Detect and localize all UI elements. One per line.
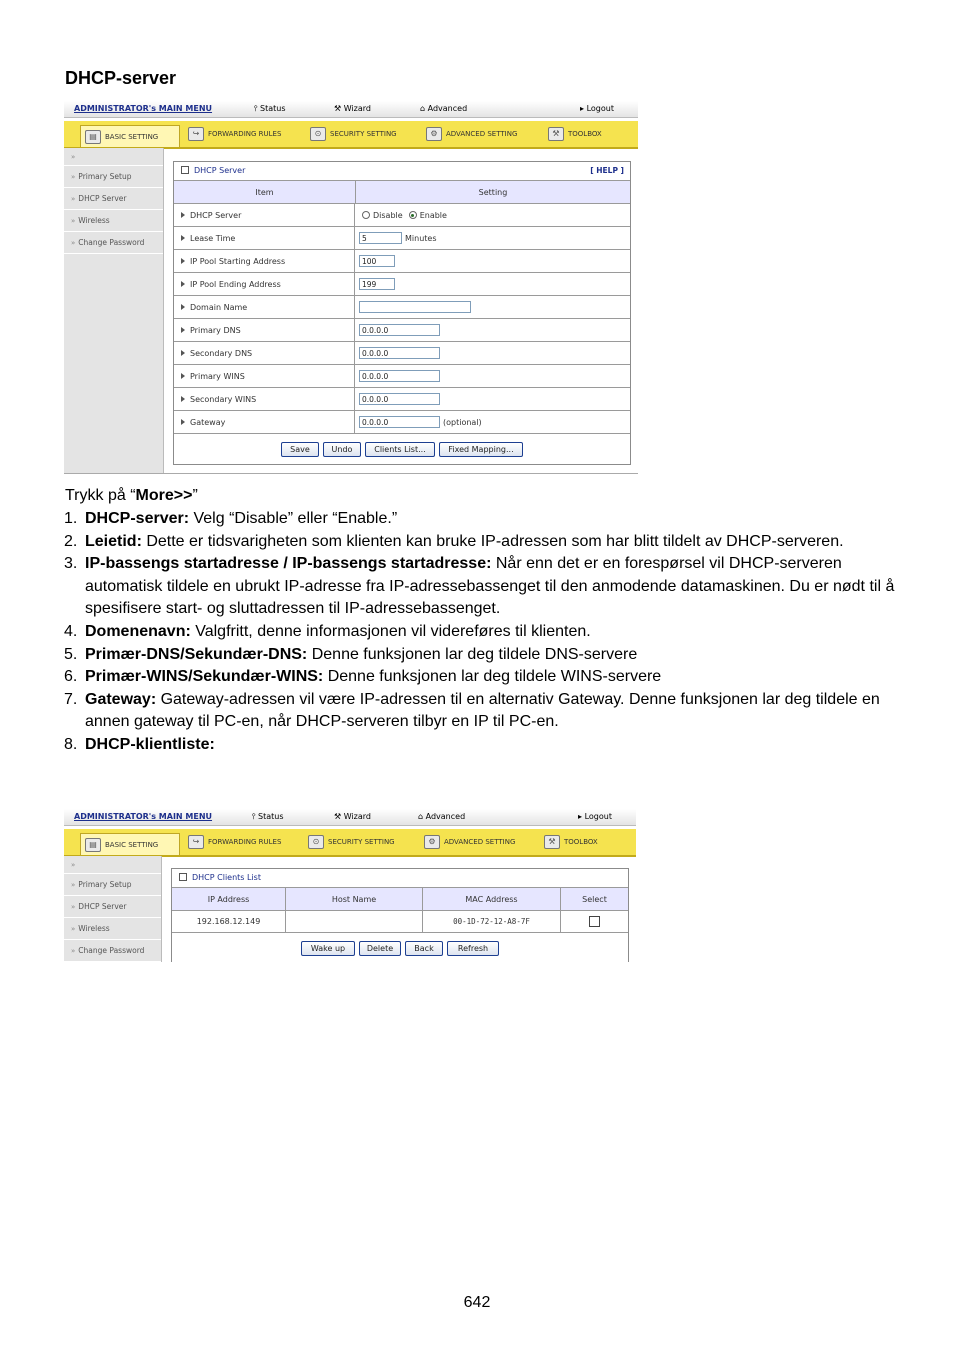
wizard-link[interactable]: ⚒ Wizard [334,104,372,113]
status-link[interactable]: ⫯ Status [252,812,284,821]
admin-menu-link[interactable]: ADMINISTRATOR's MAIN MENU [74,104,213,113]
clients-list-button[interactable]: Clients List... [365,442,435,457]
row-domain-name [174,296,630,319]
row-pool-end [174,273,630,296]
advanced-link[interactable]: ⌂ Advanced [418,812,466,821]
intro-line: Trykk på “More>>” [65,487,198,504]
screenshot-bottom-border [64,473,638,474]
section-heading: DHCP-server [65,68,177,88]
tab-advanced-setting[interactable]: ⚙ ADVANCED SETTING [422,124,540,144]
list-item: 8. DHCP-klientliste: [64,735,215,753]
list-item: 6. Primær-WINS/Sekundær-WINS: Denne funksjonen lar deg tildele WINS-servere [64,668,662,686]
radio-enable[interactable] [409,211,417,219]
folder-icon: ▤ [85,130,101,144]
secondary-dns-input[interactable]: 0.0.0.0 [359,347,440,359]
cell-mac: 00-1D-72-12-A8-7F [423,911,561,932]
primary-dns-input[interactable]: 0.0.0.0 [359,324,440,336]
gear-icon: ⚙ [424,835,440,849]
tab-forwarding-rules[interactable]: ↪ FORWARDING RULES [184,832,300,852]
row-label: IP Pool Starting Address [174,250,355,272]
status-icon: ⫯ [254,104,261,113]
pool-start-input[interactable]: 100 [359,255,395,267]
wake-up-button[interactable]: Wake up [301,941,355,956]
button-row [172,933,628,962]
status-icon: ⫯ [252,812,259,821]
row-pool-start [174,250,630,273]
wizard-link[interactable]: ⚒ Wizard [334,812,372,821]
row-primary-wins [174,365,630,388]
tab-basic-setting[interactable]: ▤ BASIC SETTING [80,833,180,855]
list-item: 5. Primær-DNS/Sekundær-DNS: Denne funksjonen lar deg tildele DNS-servere [64,645,638,663]
list-item: 2. Leietid: Dette er tidsvarigheten som klienten kan bruke IP-adressen som har blitt tildelt av DHCP-serveren. [64,532,844,550]
lease-time-unit: Minutes [405,233,437,243]
sidebar-item-wireless[interactable]: » Wireless [64,918,161,940]
cell-ip: 192.168.12.149 [172,911,286,932]
select-checkbox[interactable] [589,916,600,927]
delete-button[interactable]: Delete [359,941,401,956]
table-header [172,888,628,911]
router-tabs [64,121,638,149]
list-item: 1. DHCP-server: Velg “Disable” eller “Enable.” [64,510,398,527]
col-ip-address: IP Address [172,888,286,910]
col-item: Item [174,181,356,203]
col-setting: Setting [478,187,508,197]
panel-title: DHCP Server [181,166,245,175]
arrow-right-icon: ▸ [580,104,587,113]
arrow-right-icon: ▸ [578,812,585,821]
wizard-icon: ⚒ [334,104,344,113]
dhcp-server-panel [173,161,631,465]
cell-host [286,911,423,932]
row-primary-dns [174,319,630,342]
cell-select [561,911,628,932]
radio-disable-label: Disable [373,210,403,220]
primary-wins-input[interactable]: 0.0.0.0 [359,370,440,382]
sidebar-item-dhcp-server[interactable]: » DHCP Server [64,188,163,210]
steps-list [64,508,904,757]
row-secondary-wins [174,388,630,411]
row-label: Primary WINS [174,365,355,387]
list-item: 3. IP-bassengs startadresse / IP-bassengs startadresse: Når enn det er en forespørsel vil DHCP-serveren automatisk tildele en ubrukt IP-adresse fra IP-adressebassenget til den anmodende datamaskinen. Du er nødt til å spesifisere start- og sluttadressen til IP-adressebassenget. [64,555,895,618]
tab-basic-setting[interactable]: ▤ BASIC SETTING [80,125,180,147]
save-button[interactable]: Save [281,442,319,457]
button-row [174,434,630,464]
radio-disable[interactable] [362,211,370,219]
secondary-wins-input[interactable]: 0.0.0.0 [359,393,440,405]
radio-enable-label: Enable [419,210,447,220]
sidebar-item-dhcp-server[interactable]: » DHCP Server [64,896,161,918]
advanced-icon: ⌂ [420,104,428,113]
dhcp-clients-panel [171,868,629,962]
row-label: Domain Name [174,296,355,318]
row-secondary-dns [174,342,630,365]
tab-advanced-setting[interactable]: ⚙ ADVANCED SETTING [420,832,536,852]
pool-end-input[interactable]: 199 [359,278,395,290]
sidebar-item-wireless[interactable]: » Wireless [64,210,163,232]
router-screenshot-clients [64,809,636,962]
undo-button[interactable]: Undo [323,442,361,457]
row-label: Secondary WINS [174,388,355,410]
router-screenshot-dhcp [64,101,638,474]
toolbox-icon: ⚒ [544,835,560,849]
logout-link[interactable]: ▸ Logout [578,812,612,821]
row-label: DHCP Server [174,204,355,226]
row-label: Lease Time [174,227,355,249]
row-dhcp-server [174,204,630,227]
panel-title-bar [174,162,630,181]
status-link[interactable]: ⫯ Status [254,104,286,113]
row-label: Secondary DNS [174,342,355,364]
router-sidebar [64,148,164,474]
list-item: 7. Gateway: Gateway-adressen vil være IP-adressen til en alternativ Gateway. Denne funksjonen lar deg tildele en annen gateway til PC-en, når DHCP-serveren tilbyr en IP til PC-en. [64,690,880,731]
col-mac-address: MAC Address [423,888,561,910]
tab-security-setting[interactable]: ⊙ SECURITY SETTING [306,124,418,144]
lock-icon: ⊙ [310,127,326,141]
gateway-input[interactable]: 0.0.0.0 [359,416,440,428]
forward-icon: ↪ [188,127,204,141]
table-header [174,181,630,204]
gateway-note: (optional) [443,417,482,427]
page-number: 642 [463,1294,491,1311]
admin-menu-link[interactable]: ADMINISTRATOR's MAIN MENU [74,812,213,821]
sidebar-item-primary-setup[interactable]: » Primary Setup [64,874,161,896]
router-tabs [64,829,636,857]
list-item: 4. Domenenavn: Valgfritt, denne informasjonen vil videreføres til klienten. [64,622,591,640]
help-link[interactable]: [ HELP ] [590,166,624,175]
row-label: IP Pool Ending Address [174,273,355,295]
tab-toolbox[interactable]: ⚒ TOOLBOX [540,832,612,852]
router-topbar [64,809,636,826]
router-sidebar [64,856,162,962]
gear-icon: ⚙ [426,127,442,141]
table-row [172,911,628,933]
panel-title-bar [172,869,628,888]
tab-toolbox[interactable]: ⚒ TOOLBOX [544,124,616,144]
advanced-link[interactable]: ⌂ Advanced [420,104,468,113]
refresh-button[interactable]: Refresh [447,941,499,956]
tab-security-setting[interactable]: ⊙ SECURITY SETTING [304,832,416,852]
tab-forwarding-rules[interactable]: ↪ FORWARDING RULES [184,124,302,144]
more-label: More>> [135,487,193,504]
forward-icon: ↪ [188,835,204,849]
panel-title: DHCP Clients List [179,873,261,882]
domain-name-input[interactable] [359,301,471,313]
sidebar-item-change-password[interactable]: » Change Password [64,940,161,962]
col-host-name: Host Name [286,888,423,910]
lock-icon: ⊙ [308,835,324,849]
col-select: Select [582,894,607,904]
advanced-icon: ⌂ [418,812,426,821]
router-topbar [64,101,638,118]
fixed-mapping-button[interactable]: Fixed Mapping... [439,442,523,457]
toolbox-icon: ⚒ [548,127,564,141]
folder-icon: ▤ [85,838,101,852]
logout-link[interactable]: ▸ Logout [580,104,614,113]
wizard-icon: ⚒ [334,812,344,821]
row-lease-time [174,227,630,250]
sidebar-spacer [64,148,163,166]
row-label: Primary DNS [174,319,355,341]
sidebar-item-change-password[interactable]: » Change Password [64,232,163,254]
sidebar-item-primary-setup[interactable]: » Primary Setup [64,166,163,188]
row-label: Gateway [174,411,355,433]
back-button[interactable]: Back [405,941,443,956]
sidebar-spacer [64,856,161,874]
row-gateway [174,411,630,434]
lease-time-input[interactable]: 5 [359,232,402,244]
